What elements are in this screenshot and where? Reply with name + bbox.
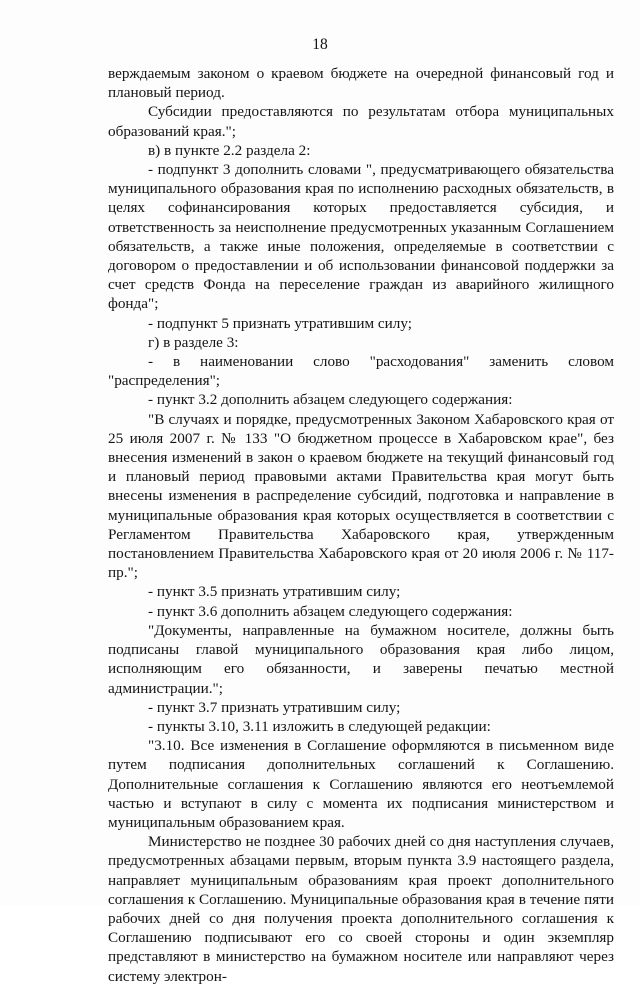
paragraph: - в наименовании слово "расходования" заменить словом "распределения"; — [108, 353, 614, 390]
paragraph: "3.10. Все изменения в Соглашение оформляются в письменном виде путем подписания дополнительных соглашений к Соглашению. Дополнительные соглашения к Соглашению являются его неотъемлемой частью и вступают в силу с момента их подписания министерством и муниципальным образованием края. — [108, 737, 614, 831]
paragraph: Субсидии предоставляются по результатам отбора муниципальных образований края."; — [108, 103, 614, 140]
paragraph: верждаемым законом о краевом бюджете на очередной финансовый год и плановый период. — [108, 65, 614, 102]
paragraph: - пункт 3.5 признать утратившим силу; — [148, 583, 401, 601]
paragraph: в) в пункте 2.2 раздела 2: — [148, 141, 311, 159]
paragraph: "В случаях и порядке, предусмотренных Законом Хабаровского края от 25 июля 2007 г. № 133 "О бюджетном процессе в Хабаровском крае", без внесения изменений в закон о краевом бюджете на текущий финансовый год и плановый период правовыми актами Правительства края могут быть внесены изменения в распределение субсидий, подготовка и направление в муниципальные образования края которых осуществляется в соответствии с Регламентом Правительства Хабаровского края, утвержденным постановлением Правительства Хабаровского края от 20 июля 2006 г. № 117-пр."; — [108, 410, 614, 582]
paragraph: г) в разделе 3: — [148, 333, 239, 351]
page-number: 18 — [312, 36, 328, 53]
paragraph: Министерство не позднее 30 рабочих дней со дня наступления случаев, предусмотренных абзацами первым, вторым пункта 3.9 настоящего раздела, направляет муниципальным образованиям края проект дополнительного соглашения к Соглашению. Муниципальные образования края в течение пяти рабочих дней со дня получения проекта дополнительного соглашения к Соглашению подписывают его со своей стороны и один экземпляр представляют в министерство на бумажном носителе или направляют через систему электрон- — [108, 833, 614, 985]
document-body — [108, 64, 614, 986]
paragraph: "Документы, направленные на бумажном носителе, должны быть подписаны главой муниципального образования края либо лицом, исполняющим его обязанности, и заверены печатью местной администрации."; — [108, 621, 614, 697]
paragraph: - пункт 3.7 признать утратившим силу; — [148, 698, 401, 716]
paragraph: - подпункт 5 признать утратившим силу; — [148, 314, 412, 332]
paragraph: - подпункт 3 дополнить словами ", предусматривающего обязательства муниципального образования края по исполнению расходных обязательств, в целях софинансирования которых предоставляется субсидия, и ответственность за неисполнение предусмотренных указанным Соглашением обязательств, а также иные положения, определяемые в соответствии с договором о предоставлении и об использовании финансовой поддержки за счет средств Фонда на переселение граждан из аварийного жилищного фонда"; — [108, 161, 614, 313]
paragraph: - пункты 3.10, 3.11 изложить в следующей редакции: — [148, 717, 491, 735]
paragraph: - пункт 3.6 дополнить абзацем следующего содержания: — [148, 602, 513, 620]
paragraph: - пункт 3.2 дополнить абзацем следующего содержания: — [148, 391, 513, 409]
